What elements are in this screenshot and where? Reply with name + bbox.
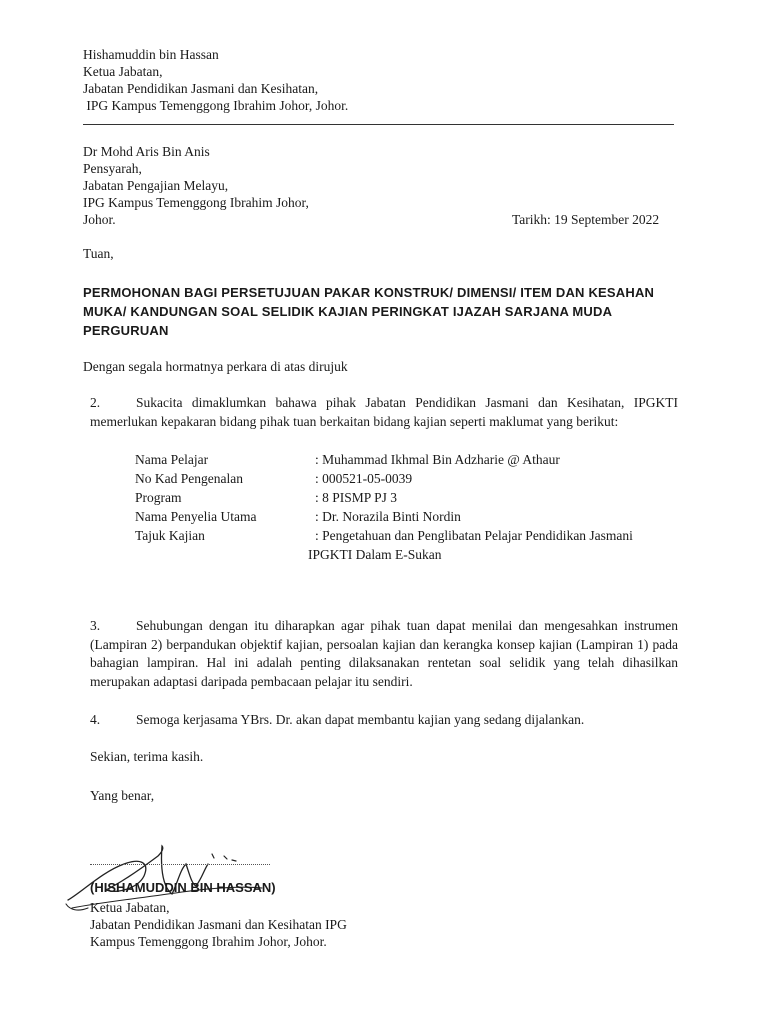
sender-position: Ketua Jabatan,: [83, 64, 163, 79]
recipient-department: Jabatan Pengajian Melayu,: [83, 178, 229, 193]
paragraph-text: Semoga kerjasama YBrs. Dr. akan dapat membantu kajian yang sedang dijalankan.: [136, 712, 585, 727]
paragraph-text: Sukacita dimaklumkan bahawa pihak Jabatan Pendidikan Jasmani dan Kesihatan, IPGKTI memerlukan kepakaran bidang pihak tuan berkaitan bidang kajian seperti maklumat yang berikut:: [90, 395, 678, 429]
detail-value: : Pengetahuan dan Penglibatan Pelajar Pendidikan Jasmani: [315, 528, 633, 543]
detail-label: No Kad Pengenalan: [135, 471, 243, 486]
header-divider: [83, 124, 674, 125]
signatory-name: (HISHAMUDDIN BIN HASSAN): [90, 880, 276, 895]
recipient-name: Dr Mohd Aris Bin Anis: [83, 144, 210, 159]
detail-value: : 000521-05-0039: [315, 471, 413, 486]
detail-label: Program: [135, 490, 182, 505]
paragraph-2: [90, 394, 678, 431]
recipient-institution: IPG Kampus Temenggong Ibrahim Johor,: [83, 195, 309, 210]
detail-value: : 8 PISMP PJ 3: [315, 490, 398, 505]
detail-row-no-kad: [135, 470, 695, 489]
paragraph-number: 2.: [90, 395, 101, 410]
sender-address: [83, 46, 348, 114]
salutation: Tuan,: [83, 246, 114, 261]
closing-thanks: Sekian, terima kasih.: [90, 749, 204, 764]
closing-sincerely: Yang benar,: [90, 788, 155, 803]
detail-label: Tajuk Kajian: [135, 528, 205, 543]
recipient-position: Pensyarah,: [83, 161, 142, 176]
recipient-address: [83, 143, 309, 228]
letter-subject: PERMOHONAN BAGI PERSETUJUAN PAKAR KONSTRUK/ DIMENSI/ ITEM DAN KESAHAN MUKA/ KANDUNGAN SOAL SELIDIK KAJIAN PERINGKAT IJAZAH SARJANA MUDA PERGURUAN: [83, 285, 655, 338]
detail-label: Nama Penyelia Utama: [135, 509, 257, 524]
detail-row-program: [135, 489, 695, 508]
detail-value-continued: IPGKTI Dalam E-Sukan: [308, 547, 442, 562]
detail-row-tajuk: [135, 527, 695, 562]
detail-row-nama-pelajar: [135, 451, 695, 470]
opening-line: Dengan segala hormatnya perkara di atas dirujuk: [83, 359, 348, 374]
letter-date: Tarikh: 19 September 2022: [512, 212, 660, 227]
student-details: [135, 451, 695, 562]
paragraph-3: [90, 617, 678, 691]
signatory-department: Jabatan Pendidikan Jasmani dan Kesihatan IPG: [90, 917, 347, 932]
detail-value: : Dr. Norazila Binti Nordin: [315, 509, 461, 524]
sender-department: Jabatan Pendidikan Jasmani dan Kesihatan,: [83, 81, 319, 96]
signatory-details: [90, 899, 347, 950]
paragraph-number: 3.: [90, 618, 101, 633]
signatory-position: Ketua Jabatan,: [90, 900, 170, 915]
sender-name: Hishamuddin bin Hassan: [83, 47, 219, 62]
detail-label: Nama Pelajar: [135, 452, 209, 467]
signatory-institution: Kampus Temenggong Ibrahim Johor, Johor.: [90, 934, 327, 949]
sender-institution: IPG Kampus Temenggong Ibrahim Johor, Johor.: [83, 98, 349, 113]
detail-row-penyelia: [135, 508, 695, 527]
signature-line: [90, 864, 270, 865]
paragraph-number: 4.: [90, 712, 101, 727]
paragraph-4: [90, 711, 678, 730]
recipient-city: Johor.: [83, 212, 116, 227]
detail-value: : Muhammad Ikhmal Bin Adzharie @ Athaur: [315, 452, 560, 467]
paragraph-text: Sehubungan dengan itu diharapkan agar pihak tuan dapat menilai dan mengesahkan instrumen (Lampiran 2) berpandukan objektif kajian, persoalan kajian dan kerangka konsep kajian (Lampiran 1) pada bahagian lampiran. Hal ini adalah penting dilaksanakan rentetan soal selidik yang telah dihasilkan merupakan adaptasi daripada pembacaan pelajar itu sendiri.: [90, 618, 678, 689]
